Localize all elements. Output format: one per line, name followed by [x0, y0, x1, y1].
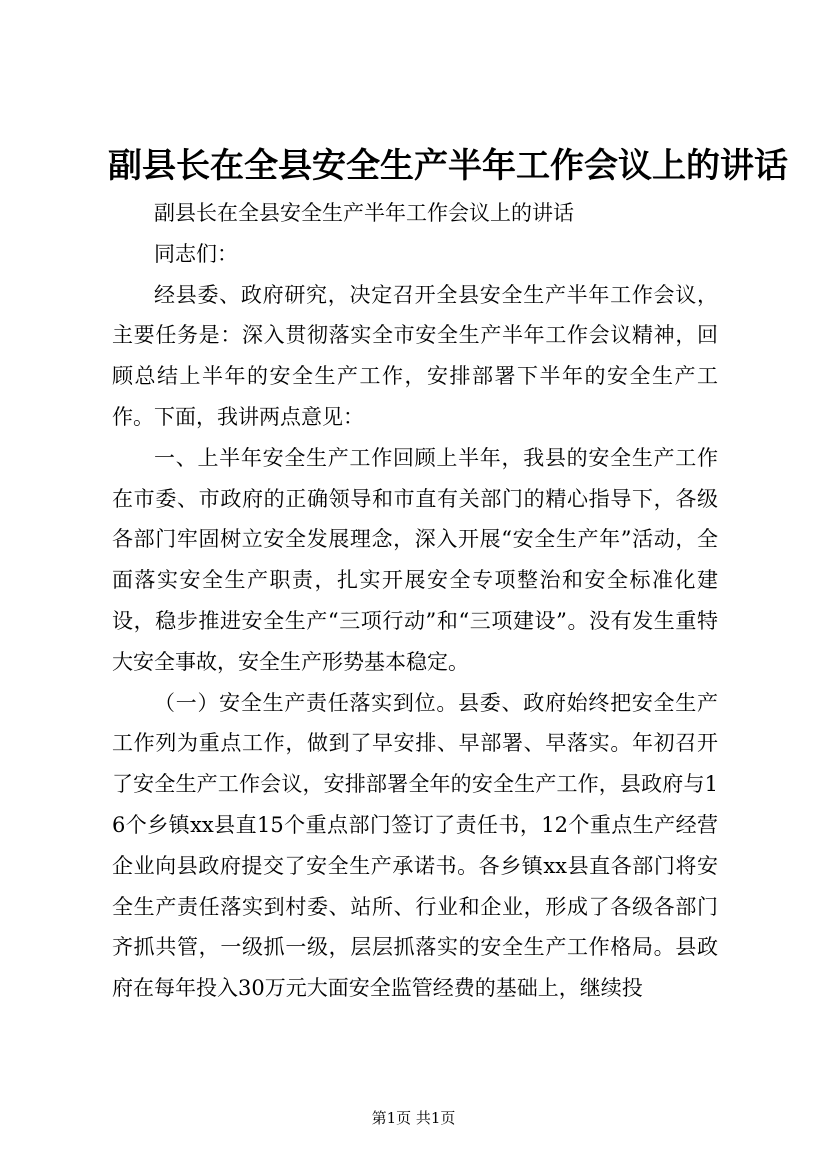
- document-body: [112, 193, 718, 1009]
- review-paragraph: 一、上半年安全生产工作回顾上半年，我县的安全生产工作在市委、市政府的正确领导和市直有关部门的精心指导下，各级各部门牢固树立安全发展理念，深入开展“安全生产年”活动，全面落实安全生产职责，扎实开展安全专项整治和安全标准化建设，稳步推进安全生产“三项行动”和“三项建设”。没有发生重特大安全事故，安全生产形势基本稳定。: [112, 445, 718, 674]
- salutation-paragraph: 同志们：: [154, 241, 238, 266]
- subtitle-paragraph: 副县长在全县安全生产半年工作会议上的讲话: [154, 201, 574, 225]
- responsibility-paragraph: （一）安全生产责任落实到位。县委、政府始终把安全生产工作列为重点工作，做到了早安排、早部署、早落实。年初召开了安全生产工作会议，安排部署全年的安全生产工作，县政府与16个乡镇xx县直15个重点部门签订了责任书，12个重点生产经营企业向县政府提交了安全生产承诺书。各乡镇xx县直各部门将安全生产责任落实到村委、站所、行业和企业，形成了各级各部门齐抓共管，一级抓一级，层层抓落实的安全生产工作格局。县政府在每年投入30万元大面安全监管经费的基础上，继续投: [112, 690, 718, 1001]
- intro-paragraph: 经县委、政府研究，决定召开全县安全生产半年工作会议，主要任务是：深入贯彻落实全市安全生产半年工作会议精神，回顾总结上半年的安全生产工作，安排部署下半年的安全生产工作。下面，我讲两点意见：: [112, 282, 718, 429]
- document-title: 副县长在全县安全生产半年工作会议上的讲话: [108, 146, 788, 186]
- page-footer: 第1页 共1页: [371, 1109, 456, 1127]
